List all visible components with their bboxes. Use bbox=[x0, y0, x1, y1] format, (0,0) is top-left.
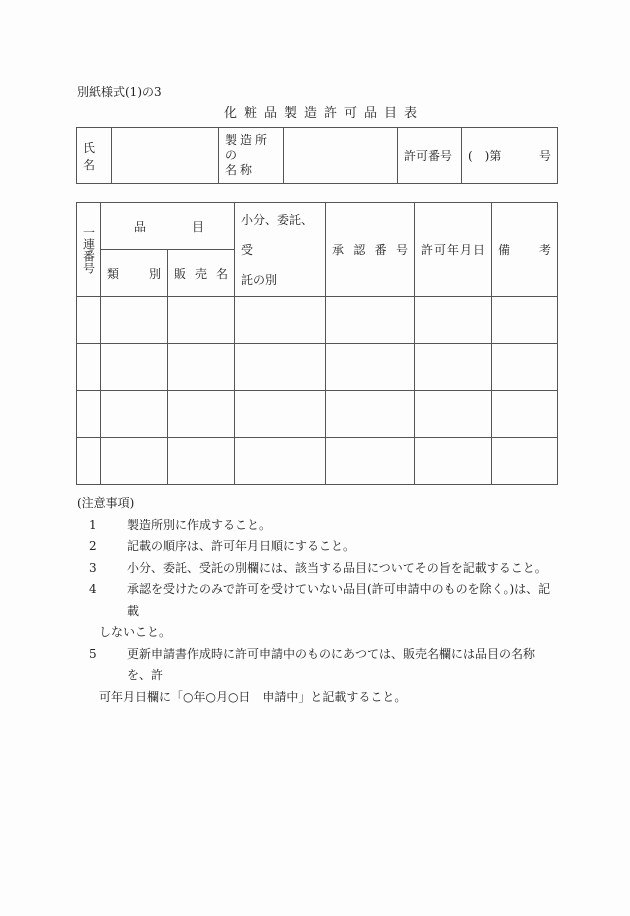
note-item: 2 記載の順序は、許可年月日順にすること。 bbox=[89, 539, 356, 553]
header-approval-number: 承 認 番 号 bbox=[326, 203, 415, 297]
cell[interactable] bbox=[235, 391, 326, 438]
cell[interactable] bbox=[77, 438, 101, 485]
cell[interactable] bbox=[326, 391, 415, 438]
cell[interactable] bbox=[101, 297, 168, 344]
cell[interactable] bbox=[235, 438, 326, 485]
note-item: 1 製造所別に作成すること。 bbox=[89, 517, 272, 532]
cell[interactable] bbox=[235, 344, 326, 391]
cell[interactable] bbox=[415, 297, 492, 344]
cell[interactable] bbox=[235, 297, 326, 344]
cell[interactable] bbox=[492, 297, 558, 344]
cell[interactable] bbox=[326, 344, 415, 391]
cell[interactable] bbox=[415, 344, 492, 391]
cell[interactable] bbox=[326, 438, 415, 485]
note-item: 5 更新申請書作成時に許可申請中のものにあつては、販売名欄には品目の名称を、許 bbox=[89, 646, 536, 682]
cell[interactable] bbox=[168, 344, 235, 391]
note-continuation: しないこと。 bbox=[99, 625, 172, 639]
note-item: 4 承認を受けたのみで許可を受けていない品目(許可申請中のものを除く。)は、記載 bbox=[89, 582, 551, 618]
name-field[interactable] bbox=[112, 128, 219, 184]
table-row bbox=[77, 297, 558, 344]
cell[interactable] bbox=[168, 297, 235, 344]
cell[interactable] bbox=[492, 438, 558, 485]
cell[interactable] bbox=[101, 391, 168, 438]
cell[interactable] bbox=[492, 344, 558, 391]
cell[interactable] bbox=[415, 438, 492, 485]
header-item: 品 目 bbox=[101, 203, 235, 250]
header-table bbox=[76, 127, 558, 184]
notes-heading: (注意事項) bbox=[77, 496, 135, 510]
facility-field[interactable] bbox=[284, 128, 398, 184]
permit-number-label: 許可番号 bbox=[398, 128, 462, 184]
cell[interactable] bbox=[101, 344, 168, 391]
note-continuation: 可年月日欄に「○年○月○日 申請中」と記載すること。 bbox=[99, 689, 407, 704]
header-sales-name: 販 売 名 bbox=[168, 250, 235, 297]
header-subdivision: 小分、委託、受 託の別 bbox=[235, 203, 326, 297]
cell[interactable] bbox=[77, 391, 101, 438]
header-serial: 一連番号 bbox=[77, 203, 101, 297]
cell[interactable] bbox=[492, 391, 558, 438]
facility-label: 製造所の 名称 bbox=[219, 128, 284, 184]
table-row bbox=[77, 391, 558, 438]
cell[interactable] bbox=[326, 297, 415, 344]
cell[interactable] bbox=[77, 297, 101, 344]
form-id: 別紙様式(1)の3 bbox=[77, 85, 162, 99]
note-item: 3 小分、委託、受託の別欄には、該当する品目についてその旨を記載すること。 bbox=[89, 560, 547, 575]
name-label: 氏名 bbox=[77, 128, 112, 184]
cell[interactable] bbox=[168, 438, 235, 485]
cell[interactable] bbox=[168, 391, 235, 438]
cell[interactable] bbox=[415, 391, 492, 438]
table-row bbox=[77, 438, 558, 485]
table-row bbox=[77, 344, 558, 391]
page-title: 化粧品製造許可品目表 bbox=[224, 106, 425, 121]
header-permit-date: 許 可 年 月 日 bbox=[415, 203, 492, 297]
cell[interactable] bbox=[101, 438, 168, 485]
header-remarks: 備 考 bbox=[492, 203, 558, 297]
notes-section bbox=[77, 493, 557, 708]
permit-number-field[interactable]: ( )第 号 bbox=[462, 128, 558, 184]
header-category: 類 別 bbox=[101, 250, 168, 297]
cell[interactable] bbox=[77, 344, 101, 391]
items-table bbox=[76, 202, 558, 485]
